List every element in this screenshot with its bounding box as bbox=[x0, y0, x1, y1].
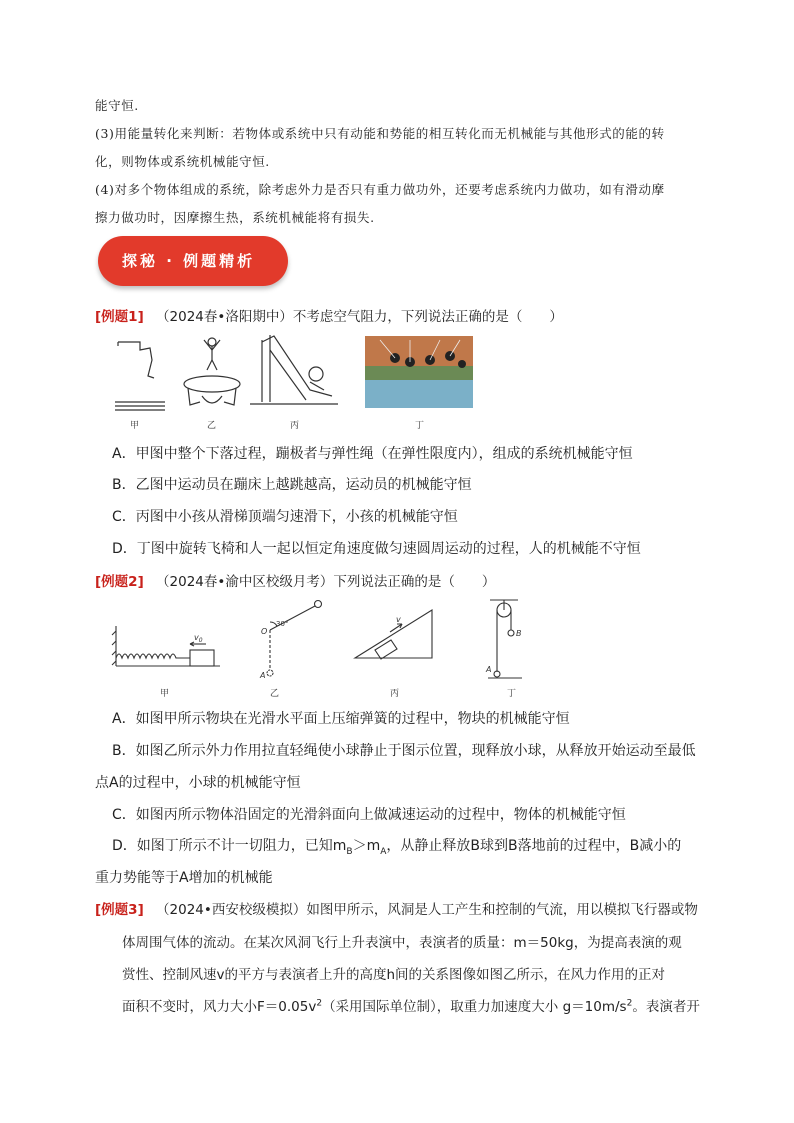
example-2-option-b-line-1: B．如图乙所示外力作用拉直轻绳使小球静止于图示位置，现释放小球，从释放开始运动至最低 bbox=[112, 743, 696, 759]
example-2-question bbox=[95, 570, 495, 590]
example-2-option-d-line-2: 重力势能等于A增加的机械能 bbox=[95, 870, 273, 886]
example-1-question bbox=[95, 305, 563, 325]
example-3-line-1: （2024•西安校级模拟）如图甲所示，风洞是人工产生和控制的气流，用以模拟飞行器或物 bbox=[156, 902, 698, 918]
intro-line-2: (3)用能量转化来判断：若物体或系统中只有动能和势能的相互转化而无机械能与其他形式的能的转 bbox=[95, 126, 665, 141]
label-30-degrees: 30° bbox=[276, 620, 289, 628]
label-v-incline: v bbox=[396, 615, 401, 624]
example-3-line-2: 体周围气体的流动。在某次风洞飞行上升表演中，表演者的质量：m＝50kg，为提高表演的观 bbox=[122, 935, 682, 951]
ex3-line4-part-2: （采用国际单位制），取重力加速度大小 g＝10m/s bbox=[322, 999, 627, 1015]
figure-bungee bbox=[115, 342, 165, 410]
example-3-line-3: 赏性、控制风速v的平方与表演者上升的高度h间的关系图像如图乙所示，在风力作用的正对 bbox=[122, 967, 666, 983]
ex1-figure-label-yi: 乙 bbox=[207, 421, 217, 431]
figure-incline bbox=[355, 610, 432, 659]
example-1-option-d: D．丁图中旋转飞椅和人一起以恒定角速度做匀速圆周运动的过程，人的机械能不守恒 bbox=[112, 541, 641, 557]
example-1-option-a: A．甲图中整个下落过程，蹦极者与弹性绳（在弹性限度内），组成的系统机械能守恒 bbox=[112, 446, 633, 462]
example-2-text: （2024春•渝中区校级月考）下列说法正确的是（ ） bbox=[156, 574, 496, 590]
ex3-sup-2: 2 bbox=[626, 998, 633, 1009]
figure-pendulum bbox=[267, 601, 322, 677]
example-3-question bbox=[95, 898, 698, 918]
example-3-tag: [例题3] bbox=[95, 902, 144, 918]
intro-line-5: 擦力做功时，因摩擦生热，系统机械能将有损失. bbox=[95, 210, 375, 225]
ex2-figure-label-ding: 丁 bbox=[507, 689, 517, 699]
intro-line-4: (4)对多个物体组成的系统，除考虑外力是否只有重力做功外，还要考虑系统内力做功，如有滑动摩 bbox=[95, 182, 665, 197]
ex3-line4-part-1: 面积不变时，风力大小F＝0.05v bbox=[122, 999, 317, 1015]
example-2-option-a: A．如图甲所示物块在光滑水平面上压缩弹簧的过程中，物块的机械能守恒 bbox=[112, 711, 570, 727]
intro-line-1: 能守恒. bbox=[95, 98, 139, 113]
option-d-text-3: ，从静止释放B球到B落地前的过程中，B减小的 bbox=[386, 838, 682, 854]
ex3-line4-part-3: 。表演者开 bbox=[632, 999, 700, 1015]
ex1-figure-label-bing: 丙 bbox=[290, 421, 300, 431]
section-banner-title: 探秘 · 例题精析 bbox=[122, 252, 256, 270]
label-A-pendulum: A bbox=[260, 671, 266, 680]
label-B: B bbox=[516, 629, 522, 638]
section-banner bbox=[98, 236, 288, 286]
example-2-option-b-line-2: 点A的过程中，小球的机械能守恒 bbox=[95, 775, 301, 791]
label-O: O bbox=[261, 627, 268, 636]
option-d-text-2: ＞m bbox=[352, 838, 381, 854]
ex2-figure-label-jia: 甲 bbox=[160, 689, 170, 699]
figure-slide bbox=[250, 335, 338, 404]
figure-spring-block bbox=[112, 626, 220, 666]
example-1-option-b: B．乙图中运动员在蹦床上越跳越高，运动员的机械能守恒 bbox=[112, 477, 472, 493]
ex1-figure-label-jia: 甲 bbox=[130, 421, 140, 431]
example-3-line-4 bbox=[122, 995, 700, 1015]
option-d-sub-a: A bbox=[380, 846, 387, 857]
ex1-figure-label-ding: 丁 bbox=[415, 421, 425, 431]
example-1-figures bbox=[110, 330, 480, 430]
ex3-sup-1: 2 bbox=[316, 998, 323, 1009]
example-2-option-c: C．如图丙所示物体沿固定的光滑斜面向上做减速运动的过程中，物体的机械能守恒 bbox=[112, 807, 626, 823]
example-2-option-d-line-1 bbox=[112, 835, 681, 857]
ex2-figure-label-bing: 丙 bbox=[390, 689, 400, 699]
example-2-tag: [例题2] bbox=[95, 574, 144, 590]
figure-pulley bbox=[488, 600, 522, 678]
figure-trampoline bbox=[184, 338, 240, 405]
example-2-figures bbox=[110, 596, 540, 686]
example-1-tag: [例题1] bbox=[95, 309, 144, 325]
option-d-text-1: D．如图丁所示不计一切阻力，已知m bbox=[112, 838, 347, 854]
example-1-option-c: C．丙图中小孩从滑梯顶端匀速滑下，小孩的机械能守恒 bbox=[112, 509, 458, 525]
figure-swing-ride-photo bbox=[365, 336, 473, 408]
option-d-sub-b: B bbox=[346, 846, 353, 857]
example-1-text: （2024春•洛阳期中）不考虑空气阻力，下列说法正确的是（ ） bbox=[156, 309, 563, 325]
label-v0: $v_0$ bbox=[194, 633, 203, 644]
intro-line-3: 化，则物体或系统机械能守恒. bbox=[95, 154, 270, 169]
ex2-figure-label-yi: 乙 bbox=[270, 689, 280, 699]
label-A-pulley: A bbox=[486, 665, 492, 674]
